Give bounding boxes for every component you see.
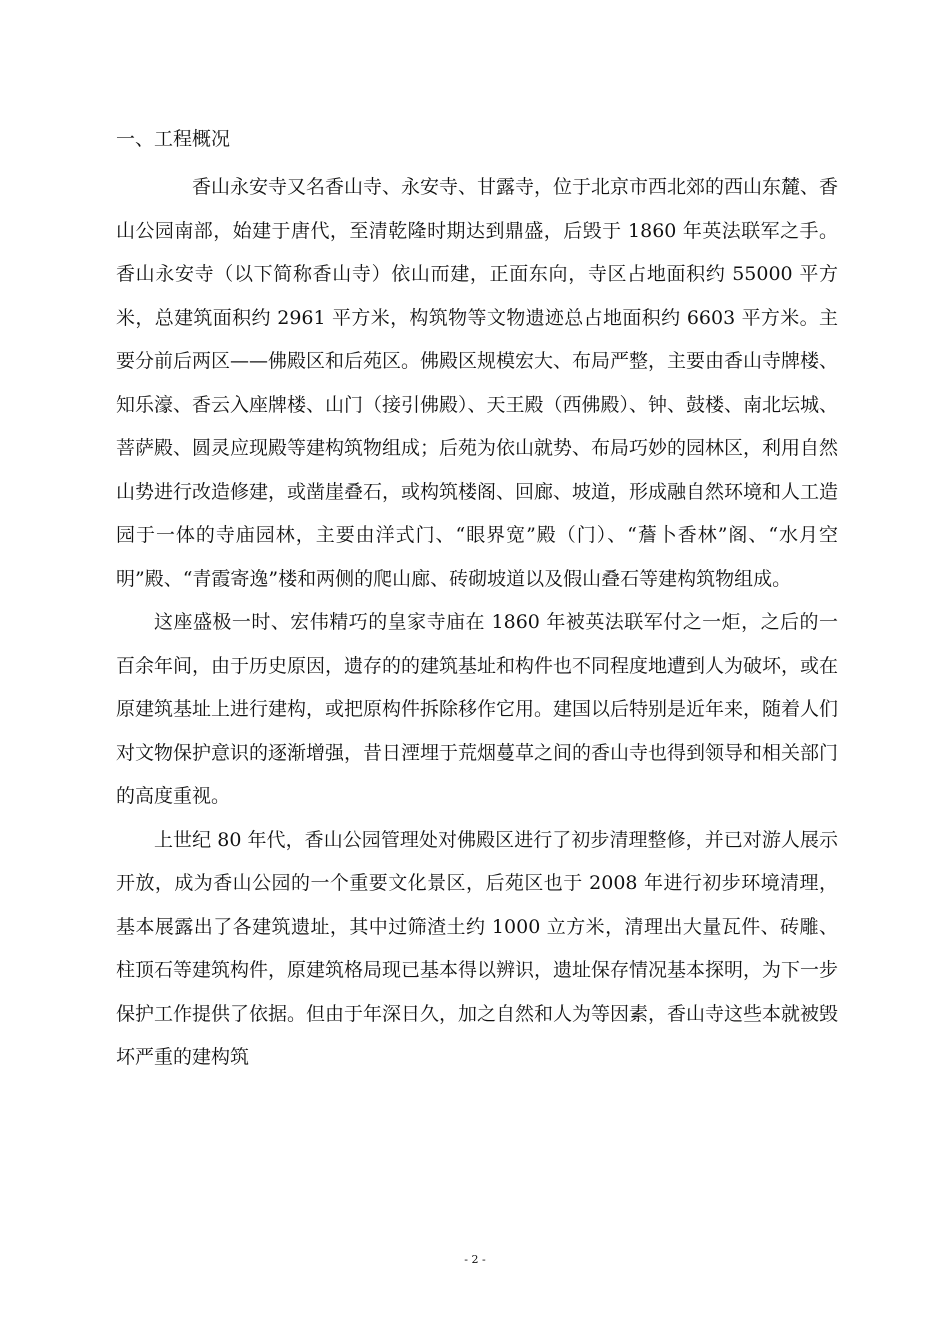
section-heading: 一、工程概况 xyxy=(116,128,231,150)
paragraph-history: 这座盛极一时、宏伟精巧的皇家寺庙在 1860 年被英法联军付之一炬，之后的一百余年间，由于历史原因，遗存的的建筑基址和构件也不同程度地遭到人为破坏，或在原建筑基址上进行建构，或把原构件拆除移作它用。建国以后特别是近年来，随着人们对文物保护意识的逐渐增强，昔日湮埋于荒烟蔓草之间的香山寺也得到领导和相关部门的高度重视。 xyxy=(116,611,839,807)
paragraph-restoration: 上世纪 80 年代，香山公园管理处对佛殿区进行了初步清理整修，并已对游人展示开放，成为香山公园的一个重要文化景区，后苑区也于 2008 年进行初步环境清理，基本展露出了各建筑遗址，其中过筛渣土约 1000 立方米，清理出大量瓦件、砖雕、柱顶石等建筑构件，原建筑格局现已基本得以辨识，遗址保存情况基本探明，为下一步保护工作提供了依据。但由于年深日久，加之自然和人为等因素，香山寺这些本就被毁坏严重的建构筑 xyxy=(116,828,839,1068)
paragraph-overview: 香山永安寺又名香山寺、永安寺、甘露寺，位于北京市西北郊的西山东麓、香山公园南部，始建于唐代，至清乾隆时期达到鼎盛，后毁于 1860 年英法联军之手。香山永安寺（以下简称香山寺）依山而建，正面东向，寺区占地面积约 55000 平方米，总建筑面积约 2961 平方米，构筑物等文物遗迹总占地面积约 6603 平方米。主要分前后两区——佛殿区和后苑区。佛殿区规模宏大、布局严整，主要由香山寺牌楼、知乐濠、香云入座牌楼、山门（接引佛殿）、天王殿（西佛殿）、钟、鼓楼、南北坛城、菩萨殿、圆灵应现殿等建构筑物组成；后苑为依山就势、布局巧妙的园林区，利用自然山势进行改造修建，或凿崖叠石，或构筑楼阁、回廊、坡道，形成融自然环境和人工造园于一体的寺庙园林，主要由洋式门、“眼界宽”殿（门）、“薝卜香林”阁、“水月空明”殿、“青霞寄逸”楼和两侧的爬山廊、砖砌坡道以及假山叠石等建构筑物组成。 xyxy=(116,176,839,590)
page-number: - 2 - xyxy=(464,1253,486,1266)
body-text xyxy=(116,166,838,1080)
